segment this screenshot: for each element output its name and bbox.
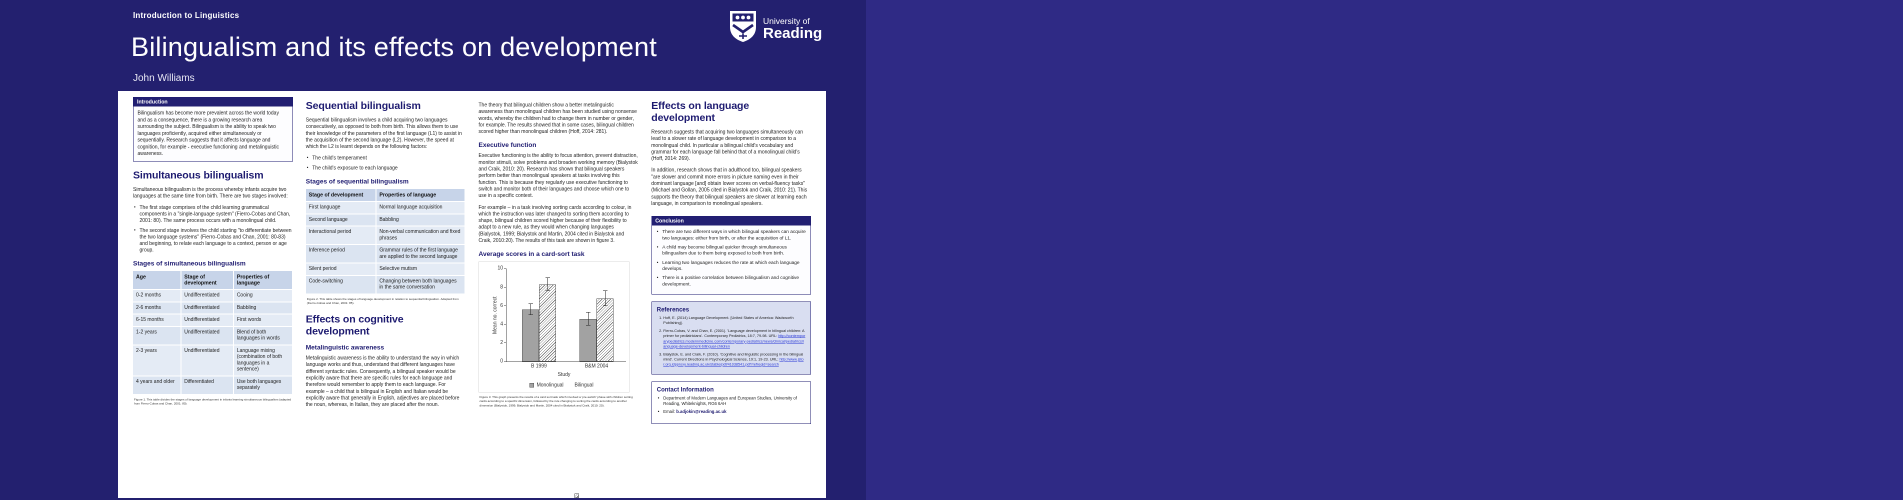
- legend-item-bilingual: [575, 383, 594, 389]
- poster-title: Bilingualism and its effects on development: [131, 32, 657, 62]
- figure3-caption: Figure 3. This graph presents the results of a card sort task which involved a 'pre-switch' phase with children sorting cards according to a specific dimension, followed by the rule changing to sorting the cards according to another dimension (Bialystok, 1999; Bialystok and Martin, 2004 cited in Bialystok and Craik, 2010: 20).: [479, 396, 633, 408]
- x-tick-label: B 1999: [530, 363, 547, 370]
- table-cell: 4 years and older: [133, 376, 181, 395]
- table-cell: 2-3 years: [133, 345, 181, 376]
- table-cell: Undifferentiated: [181, 345, 234, 376]
- reference-link[interactable]: http://contemporarypediatrics.modernmedicine.com/contemporary-pediatrics/news/clinical/pediatrics/language-development-bilingual-children: [663, 333, 806, 349]
- chart-legend: [498, 383, 625, 389]
- bar-bilingual-b&m-2004: [597, 298, 614, 361]
- list-item: 1. Hoff, E. (2014) Language Development. [United States of America: Wadsworth Publishing].: [663, 316, 805, 326]
- table-cell: Undifferentiated: [181, 314, 234, 326]
- simultaneous-bilingualism-heading: Simultaneous bilingualism: [133, 169, 264, 181]
- table-row: [306, 263, 465, 275]
- simultaneous-bullets: [134, 205, 293, 254]
- y-tick-label: 0: [500, 358, 503, 365]
- list-item: • The first stage comprises of the child learning grammatical components in a "single-language system" (Fierro-Cobas and Chan, 2001: 80). The same process occurs with a monolingual child.: [134, 205, 293, 225]
- contact-box: [651, 382, 811, 425]
- list-item: • There is a positive correlation between bilingualism and cognitive development.: [657, 275, 807, 287]
- language-development-paragraph1: Research suggests that acquiring two languages simultaneously can lead to a slower rate of language development in comparison to a monolingual child. In particular a bilingual child's vocabulary and grammar for each language fall behind that of a monolingual child's (Hoff, 2014: 269).: [651, 129, 804, 162]
- list-item: • Department of Modern Languages and European Studies, University of Reading, Whiteknights, RG6 6AH: [658, 396, 806, 407]
- metalinguistic-study-paragraph: The theory that bilingual children show a better metalinguistic awareness than monolingual children has been studied using nonsense words, whereby the children had to change them in number or gender, for example. The results showed that in some cases, bilingual children scored higher than monolingual children (Hoff, 2014: 281).: [478, 102, 637, 135]
- sequential-bilingualism-heading: Sequential bilingualism: [305, 100, 421, 112]
- table-cell: Babbling: [233, 302, 292, 314]
- y-tick-mark: [504, 361, 507, 362]
- table-cell: Use both languages separately: [233, 376, 292, 395]
- y-tick-mark: [504, 324, 507, 325]
- table-row: [306, 202, 465, 214]
- y-tick-label: 8: [500, 284, 503, 290]
- card-sort-chart: [479, 262, 630, 393]
- table-cell: Inference period: [306, 245, 376, 264]
- table-cell: Normal language acquisition: [376, 202, 465, 214]
- figure1-caption: Figure 1. This table divides the stages of language development in infants learning simultaneous bilingualism (adapted from Fierro-Cobas and Chan, 2001: 80).: [134, 398, 292, 406]
- list-item: • A child may become bilingual quicker through simultaneous bilingualism due to them being exposed to both from birth.: [657, 244, 807, 256]
- table-row: [133, 302, 292, 314]
- list-item: • Email: b.adjokin@reading.ac.uk: [658, 409, 806, 415]
- references-list: [663, 316, 805, 368]
- executive-function-subheading: Executive function: [478, 141, 537, 149]
- chart-x-axis-label: Study: [557, 372, 571, 378]
- table1-title: Stages of simultaneous bilingualism: [133, 259, 246, 268]
- language-development-heading: Effects on language development: [651, 100, 750, 124]
- table-cell: Undifferentiated: [181, 302, 234, 314]
- university-of-reading-logo: [728, 9, 822, 48]
- y-tick-mark: [504, 305, 507, 306]
- bar-monolingual-b-1999: [522, 310, 539, 362]
- column-header: Properties of language: [233, 271, 292, 290]
- list-item: • The second stage involves the child starting "to differentiate between the two language systems" (Fierro-Cobas and Chan, 2001: 80-83) and beginning, to relate each language to a context, person or age group.: [134, 228, 293, 254]
- legend-label: Bilingual: [574, 382, 594, 389]
- table-cell: Changing between both languages in the same conversation: [376, 275, 465, 294]
- legend-item-monolingual: [530, 383, 564, 389]
- error-bar-cap: [545, 277, 550, 278]
- chart-plot-area: [492, 265, 626, 370]
- error-bar-cap: [528, 304, 533, 305]
- poster-sheet: [118, 91, 826, 498]
- error-bar-cap: [545, 290, 550, 291]
- table-cell: Language mixing (combination of both languages in a sentence): [233, 345, 292, 376]
- language-development-paragraph2: In addition, research shows that in adulthood too, bilingual speakers "are slower and commit more errors in picture naming even in their dominant language [and] obtain lower scores on verbal-fluency tasks" (Michael and Gollan, 2005 cited in Bialystok and Craik, 2010: 21). This supports the theory that bilingual speakers are slower at learning each language, in comparison to monolingual speakers.: [651, 167, 808, 207]
- introduction-box-header: Introduction: [134, 98, 293, 107]
- column-header: Stage of development: [181, 271, 234, 290]
- table-cell: Code-switching: [306, 275, 376, 294]
- table-row: [306, 245, 465, 264]
- chart-y-axis-label: Mean no. correct: [492, 296, 498, 334]
- simultaneous-stages-table: [133, 271, 293, 395]
- table-cell: First language: [306, 202, 376, 214]
- x-tick-label: B&M 2004: [584, 363, 609, 370]
- card-sort-paragraph: For example – in a task involving sorting cards according to colour, in which the instruction was later changed to sorting them according to shape, bilingual children scored higher because of their flexibility to adapt to a new rule, as they would when changing languages (Bialystok, 1999; Bialystok and Martin, 2004 cited in Bialystok and Craik, 2010:20). The results of this task are shown in figure 3.: [478, 204, 632, 244]
- table-row: [133, 290, 292, 302]
- y-tick-mark: [504, 268, 507, 269]
- table-cell: Selective mutism: [376, 263, 465, 275]
- introduction-box: [133, 97, 293, 161]
- error-bar-cap: [603, 305, 608, 306]
- table-header-row: [133, 271, 292, 290]
- table-row: [306, 214, 465, 226]
- table-cell: Second language: [306, 214, 376, 226]
- conclusion-bullets: [657, 229, 807, 287]
- table-cell: Cooing: [233, 290, 292, 302]
- error-bar: [547, 278, 548, 291]
- sequential-stages-table: [306, 189, 466, 294]
- column-header: Stage of development: [306, 189, 376, 202]
- column-3: [479, 97, 639, 492]
- list-item: 2. Fierro-Cobas, V. and Chan, E. (2001). 'Language development in bilingual children: A primer for pediatricians'. Contemporary Pediatrics, 18:7, 79-98. URL: http://contemporarypediatrics.modernmedicine.com/contemporary-pediatrics/news/clinical/pediatrics/language-development-bilingual-children: [663, 329, 805, 349]
- figure2-caption: Figure 2. This table shows the stages of language development in relation to sequential bilingualism. Adapted from (Fierro-Cobas and Chan, 2001: 85).: [306, 297, 459, 306]
- table-cell: First words: [233, 314, 292, 326]
- table-cell: Undifferentiated: [181, 326, 234, 345]
- table-cell: Babbling: [376, 214, 465, 226]
- error-bar-cap: [603, 290, 608, 291]
- metalinguistic-awareness-subheading: Metalinguistic awareness: [305, 343, 385, 352]
- y-tick-mark: [504, 287, 507, 288]
- column-2: [306, 97, 466, 492]
- logo-text-line2: Reading: [763, 24, 823, 42]
- error-bar: [530, 304, 531, 315]
- contact-list: [658, 396, 806, 415]
- table-row: [306, 226, 465, 245]
- metalinguistic-paragraph: Metalinguistic awareness is the ability to understand the way in which language works and thus, understand that different languages have different syntactic rules. Consequently, a bilingual speaker would be explicitly aware that there are specific rules for each language and therefore would remember to apply them to each language. For example – a child that is bilingual in English and Italian would be explicitly aware that generally in English, adjectives are placed before the noun, whereas, in Italian, they are placed after the noun.: [305, 355, 460, 408]
- cognitive-development-heading: Effects on cognitive development: [305, 313, 404, 338]
- references-title: References: [656, 306, 690, 314]
- legend-swatch: [530, 383, 535, 388]
- list-item: • The child's temperament: [307, 155, 466, 162]
- table-cell: 2-6 months: [133, 302, 181, 314]
- table-cell: 6-15 months: [133, 314, 181, 326]
- error-bar-cap: [586, 325, 591, 326]
- table-row: [133, 326, 292, 345]
- list-item: • There are two different ways in which bilingual speakers can acquire two languages: either from birth, or after the acquisition of L1.: [657, 229, 807, 241]
- list-item: • The child's exposure to each language: [307, 165, 466, 172]
- table-row: [133, 376, 292, 395]
- table-cell: Grammar rules of the first language are applied to the second language: [376, 245, 465, 264]
- shield-icon: [728, 9, 758, 48]
- contact-title: Contact Information: [656, 386, 714, 394]
- column-header: Properties of language: [376, 189, 465, 202]
- error-bar: [605, 291, 606, 306]
- table-cell: Interactional period: [306, 226, 376, 245]
- conclusion-box: [651, 216, 811, 294]
- list-item: • Learning two languages reduces the rate at which each language develops.: [657, 260, 807, 272]
- contact-email[interactable]: b.adjokin@reading.ac.uk: [676, 409, 727, 415]
- error-bar-cap: [586, 312, 591, 313]
- error-bar: [588, 312, 589, 325]
- table-cell: Blend of both languages in words: [233, 326, 292, 345]
- reference-link[interactable]: http://www.jstor.org.idpproxy.reading.ac.uk/stable/pdf/41038541.pdf?refreqid=search: [663, 356, 804, 367]
- table2-title: Stages of sequential bilingualism: [305, 177, 409, 186]
- error-bar-cap: [528, 315, 533, 316]
- background-right-panel: [866, 0, 1903, 500]
- column-1: [133, 97, 293, 492]
- conclusion-box-header: Conclusion: [652, 217, 811, 226]
- executive-function-paragraph: Executive functioning is the ability to focus attention, prevent distraction, monitor stimuli, solve problems and broaden working memory (Bialystok and Craik, 2010: 20). Research has shown that bilingual speakers perform better than monolingual speakers at tasks involving this function. This is because they regularly use executive functioning to switch and monitor both of their languages and choose which one to use in a specific context.: [478, 153, 638, 199]
- y-tick-label: 10: [497, 265, 503, 272]
- logo-text-line1: University of: [763, 15, 810, 26]
- y-tick-label: 2: [500, 340, 503, 346]
- column-header: Age: [133, 271, 181, 290]
- table-cell: Silent period: [306, 263, 376, 275]
- table-cell: Differentiated: [181, 376, 234, 395]
- table-cell: Non-verbal communication and fixed phrases: [376, 226, 465, 245]
- list-item: 3. Bialystok, E. and Craik, F. (2010). 'Cognitive and linguistic processing in the bilingual mind'. Current Directions in Psychological Science, 19:1, 19-23. URL: http://www.jstor.org.idpproxy.reading.ac.uk/stable/pdf/41038541.pdf?refreqid=search: [663, 352, 805, 367]
- legend-swatch: [575, 494, 580, 499]
- table-cell: Undifferentiated: [181, 290, 234, 302]
- table-header-row: [306, 189, 465, 202]
- table-cell: 0-2 months: [133, 290, 181, 302]
- table-row: [133, 345, 292, 376]
- simultaneous-paragraph: Simultaneous bilingualism is the process whereby infants acquire two languages at the same time from birth. There are two stages involved:: [133, 186, 288, 199]
- table-cell: 1-2 years: [133, 326, 181, 345]
- legend-label: Monolingual: [536, 382, 564, 389]
- column-4: [651, 97, 811, 492]
- introduction-text: Bilingualism has become more prevalent across the world today and as a consequence, there is a growing research area surrounding the subject. Bilingualism is the ability to speak two languages proficiently, acquired either simultaneously or sequentially. Research suggests that it affects language and cognition, for example - executive functioning and metalinguistic awareness.: [137, 110, 279, 157]
- table-row: [306, 275, 465, 294]
- author-name: John Williams: [133, 73, 195, 84]
- chart-heading: Average scores in a card-sort task: [478, 250, 585, 258]
- references-box: [651, 302, 811, 375]
- course-label: Introduction to Linguistics: [133, 11, 240, 20]
- y-tick-mark: [504, 343, 507, 344]
- y-tick-label: 6: [500, 302, 503, 309]
- y-tick-label: 4: [500, 321, 503, 327]
- sequential-bullets: [307, 155, 466, 172]
- table-row: [133, 314, 292, 326]
- bar-bilingual-b-1999: [539, 284, 556, 361]
- sequential-paragraph: Sequential bilingualism involves a child acquiring two languages consecutively, as opposed to both from birth. This allows them to use their knowledge of the parameters of the first language (L1) to assist in the acquisition of the second language (L2). However, the speed at which the L2 is learnt depends on the following factors:: [305, 117, 462, 150]
